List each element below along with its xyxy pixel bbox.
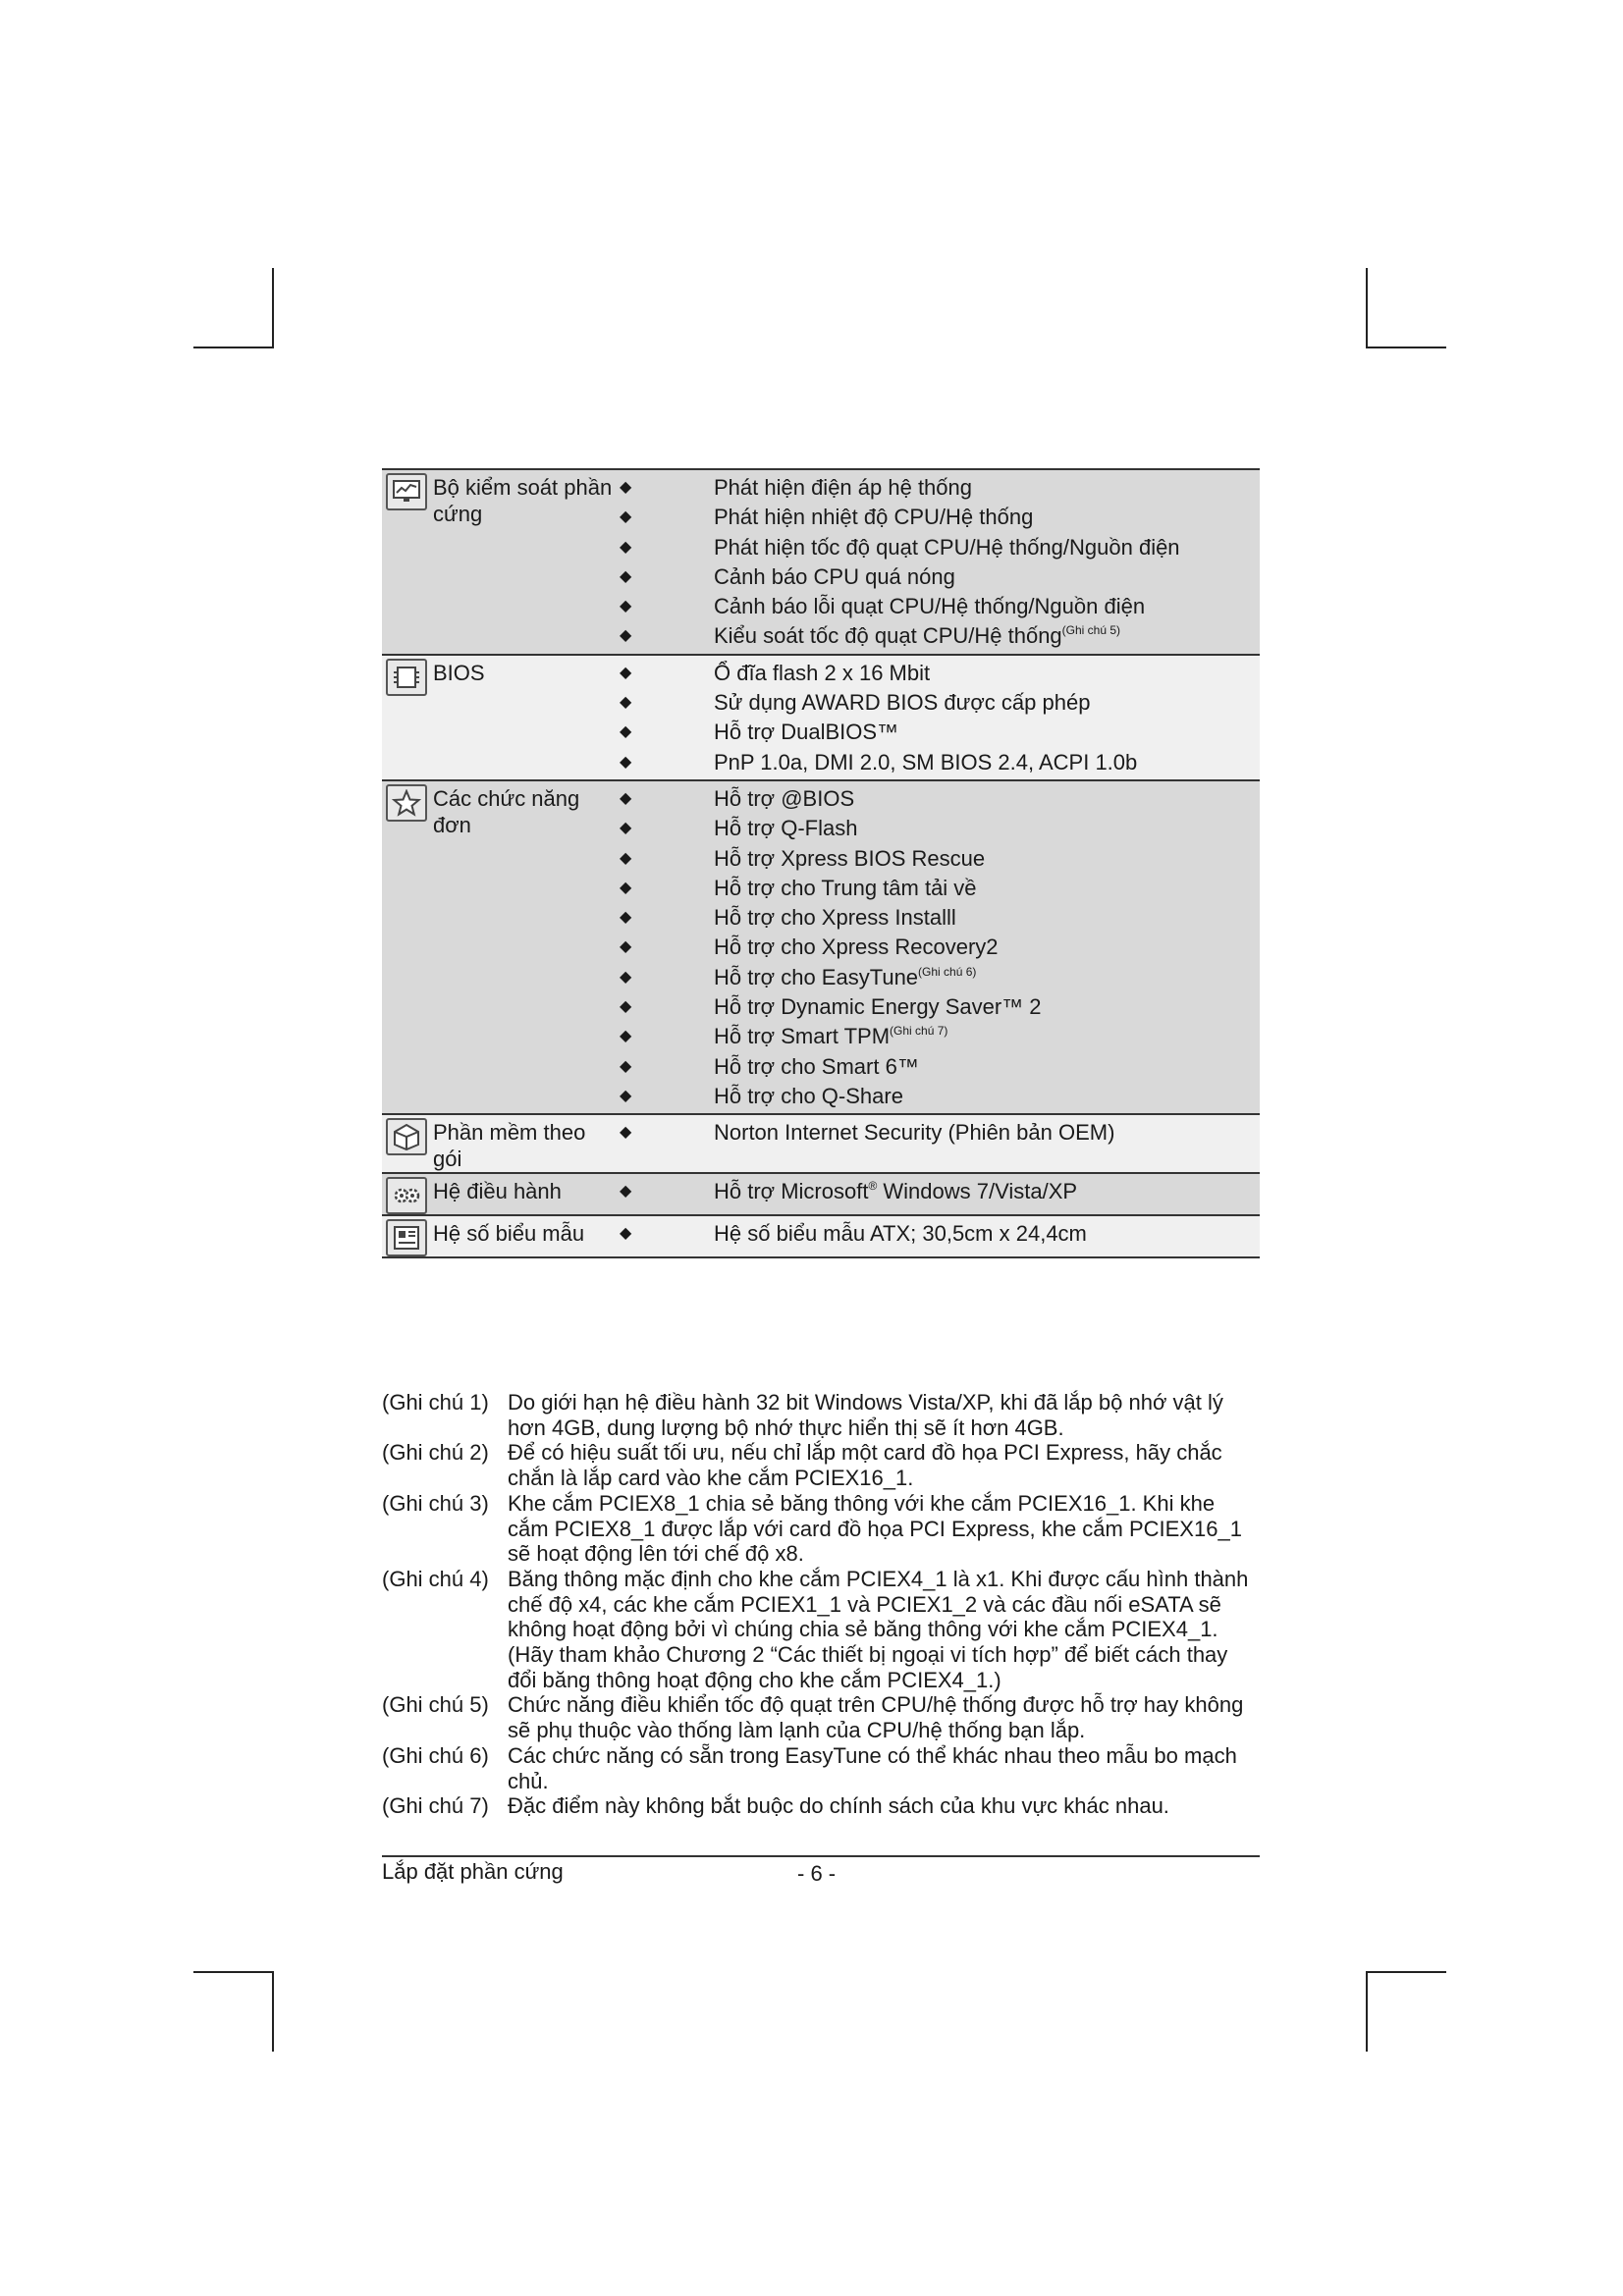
- spec-item: ◆ Hỗ trợ Microsoft® Windows 7/Vista/XP: [620, 1177, 1260, 1206]
- form-factor-board-icon: [386, 1219, 427, 1256]
- spec-item: ◆ Hệ số biểu mẫu ATX; 30,5cm x 24,4cm: [620, 1219, 1260, 1249]
- spec-row-hardware-monitor: [382, 470, 1260, 656]
- spec-item: ◆ Hỗ trợ Smart $TPM^{(Ghi chú 7)}$: [620, 1022, 1260, 1051]
- spec-item-list: [620, 1216, 1260, 1256]
- spec-item-list: [620, 470, 1260, 654]
- spec-item: ◆ Phát hiện điện áp hệ thống: [620, 473, 1260, 503]
- footnote-text: Để có hiệu suất tối ưu, nếu chỉ lắp một card đồ họa PCI Express, hãy chắc chắn là lắp card vào khe cắm PCIEX16_1.: [508, 1440, 1222, 1491]
- spec-name: Bộ kiểm soát phần cứng: [433, 475, 613, 526]
- footnote-text: Khe cắm PCIEX8_1 chia sẻ băng thông với khe cắm PCIEX16_1. Khi khe cắm PCIEX8_1 được lắp với card đồ họa PCI Express, khe cắm PCIEX16_1 sẽ hoạt động lên tới chế độ x8.: [508, 1490, 1242, 1567]
- spec-item: ◆ Hỗ trợ cho Trung tâm tải về: [620, 874, 1260, 903]
- spec-item: ◆ Hỗ trợ DualBIOS™: [620, 718, 1260, 747]
- spec-item: ◆ Phát hiện tốc độ quạt CPU/Hệ thống/Nguồn điện: [620, 533, 1260, 562]
- hardware-monitor-icon: [386, 473, 427, 510]
- spec-name: Hệ số biểu mẫu: [433, 1221, 585, 1247]
- crop-mark-bottom-left-vertical: [272, 1971, 274, 2052]
- bios-chip-icon: [386, 659, 427, 696]
- spec-name: Các chức năng đơn: [433, 785, 580, 837]
- footnote: [382, 1692, 1260, 1742]
- footnote-text: Do giới hạn hệ điều hành 32 bit Windows Vista/XP, khi đã lắp bộ nhớ vật lý hơn 4GB, dung lượng bộ nhớ thực hiển thị sẽ ít hơn 4GB.: [508, 1390, 1223, 1440]
- footnote: [382, 1793, 1260, 1819]
- note-reference: (Ghi chú 5): [1061, 623, 1121, 638]
- crop-mark-bottom-right-horizontal: [1366, 1971, 1446, 1973]
- spec-name: BIOS: [433, 660, 485, 685]
- crop-mark-top-right-horizontal: [1366, 347, 1446, 348]
- footnote-label: (Ghi chú 3): [382, 1490, 489, 1516]
- spec-item: ◆ Hỗ trợ Q-Flash: [620, 814, 1260, 843]
- footnote-label: (Ghi chú 5): [382, 1692, 489, 1718]
- page-number: - 6 -: [797, 1861, 837, 1886]
- crop-mark-top-right-vertical: [1366, 268, 1368, 348]
- spec-item-list: [620, 1115, 1260, 1172]
- spec-item: ◆ Ổ đĩa flash 2 x 16 Mbit: [620, 659, 1260, 688]
- spec-row-form-factor: [382, 1216, 1260, 1258]
- spec-item: ◆ Hỗ trợ Dynamic Energy Saver™ 2: [620, 992, 1260, 1022]
- spec-name: Phần mềm theo gói: [433, 1120, 586, 1172]
- footnote-label: (Ghi chú 4): [382, 1566, 489, 1591]
- star-icon: [386, 784, 427, 822]
- footnote-text: Chức năng điều khiển tốc độ quạt trên CPU/hệ thống được hỗ trợ hay không sẽ phụ thuộc vào thống làm lạnh của CPU/hệ thống bạn lắp.: [508, 1692, 1244, 1743]
- crop-mark-top-left-horizontal: [193, 347, 274, 348]
- software-bundle-icon: [386, 1118, 427, 1155]
- footnote-label: (Ghi chú 2): [382, 1440, 489, 1466]
- footnote-label: (Ghi chú 1): [382, 1390, 489, 1415]
- spec-item: ◆ PnP 1.0a, DMI 2.0, SM BIOS 2.4, ACPI 1.0b: [620, 748, 1260, 777]
- spec-name: Hệ điều hành: [433, 1179, 562, 1204]
- note-reference: (Ghi chú 6): [918, 964, 977, 979]
- spec-item: ◆ Kiểu soát tốc độ quạt CPU/Hệ thống$^{(Ghi chú 5)}$: [620, 621, 1260, 651]
- spec-item: ◆ Cảnh báo CPU quá nóng: [620, 562, 1260, 592]
- footnote-text: Các chức năng có sẵn trong EasyTune có thể khác nhau theo mẫu bo mạch chủ.: [508, 1742, 1237, 1793]
- footer-divider: [382, 1855, 1260, 1857]
- footnote-text: Băng thông mặc định cho khe cắm PCIEX4_1 là x1. Khi được cấu hình thành chế độ x4, các khe cắm PCIEX1_1 và PCIEX1_2 và các đầu nối eSATA sẽ không hoạt động bởi vì chúng chia sẻ băng thông với khe cắm PCIEX4_1. (Hãy tham khảo Chương 2 “Các thiết bị ngoại vi tích hợp” để biết cách thay đổi băng thông hoạt động cho khe cắm PCIEX4_1.): [508, 1566, 1249, 1692]
- spec-item: ◆ Phát hiện nhiệt độ CPU/Hệ thống: [620, 503, 1260, 532]
- spec-item-list: [620, 781, 1260, 1113]
- spec-item: ◆ Sử dụng AWARD BIOS được cấp phép: [620, 688, 1260, 718]
- footnote: [382, 1390, 1260, 1440]
- footnote: [382, 1567, 1260, 1693]
- footnotes: [382, 1390, 1260, 1819]
- note-reference: (Ghi chú 7): [890, 1024, 948, 1039]
- spec-item: ◆ Hỗ trợ cho EasyTune$^{(Ghi chú 6)}$: [620, 963, 1260, 992]
- registered-mark: ®: [868, 1179, 878, 1194]
- spec-row-bios: [382, 656, 1260, 781]
- spec-item: ◆ Hỗ trợ cho Q-Share: [620, 1082, 1260, 1111]
- footnote-label: (Ghi chú 7): [382, 1793, 489, 1819]
- spec-item: ◆ Hỗ trợ cho Xpress Installl: [620, 903, 1260, 933]
- spec-row-operating-system: [382, 1174, 1260, 1216]
- footnote-text: Đặc điểm này không bắt buộc do chính sách của khu vực khác nhau.: [508, 1793, 1169, 1819]
- spec-item: ◆ Hỗ trợ cho Xpress Recovery2: [620, 933, 1260, 962]
- operating-system-gears-icon: [386, 1177, 427, 1214]
- footnote-label: (Ghi chú 6): [382, 1742, 489, 1768]
- spec-item-list: [620, 1174, 1260, 1214]
- spec-item: ◆ Hỗ trợ @BIOS: [620, 784, 1260, 814]
- spec-item-list: [620, 656, 1260, 779]
- footer-section-title: Lắp đặt phần cứng: [382, 1859, 564, 1884]
- crop-mark-bottom-right-vertical: [1366, 1971, 1368, 2052]
- spec-table: [382, 468, 1260, 1258]
- crop-mark-bottom-left-horizontal: [193, 1971, 274, 1973]
- spec-row-unique-features: [382, 781, 1260, 1115]
- spec-item: ◆ Hỗ trợ Xpress BIOS Rescue: [620, 844, 1260, 874]
- spec-item: ◆ Hỗ trợ cho Smart 6™: [620, 1052, 1260, 1082]
- crop-mark-top-left-vertical: [272, 268, 274, 348]
- footnote: [382, 1743, 1260, 1793]
- spec-item: ◆ Norton Internet Security (Phiên bản OEM): [620, 1118, 1260, 1148]
- footnote: [382, 1491, 1260, 1567]
- spec-row-bundled-software: [382, 1115, 1260, 1174]
- footnote: [382, 1440, 1260, 1490]
- spec-item: ◆ Cảnh báo lỗi quạt CPU/Hệ thống/Nguồn điện: [620, 592, 1260, 621]
